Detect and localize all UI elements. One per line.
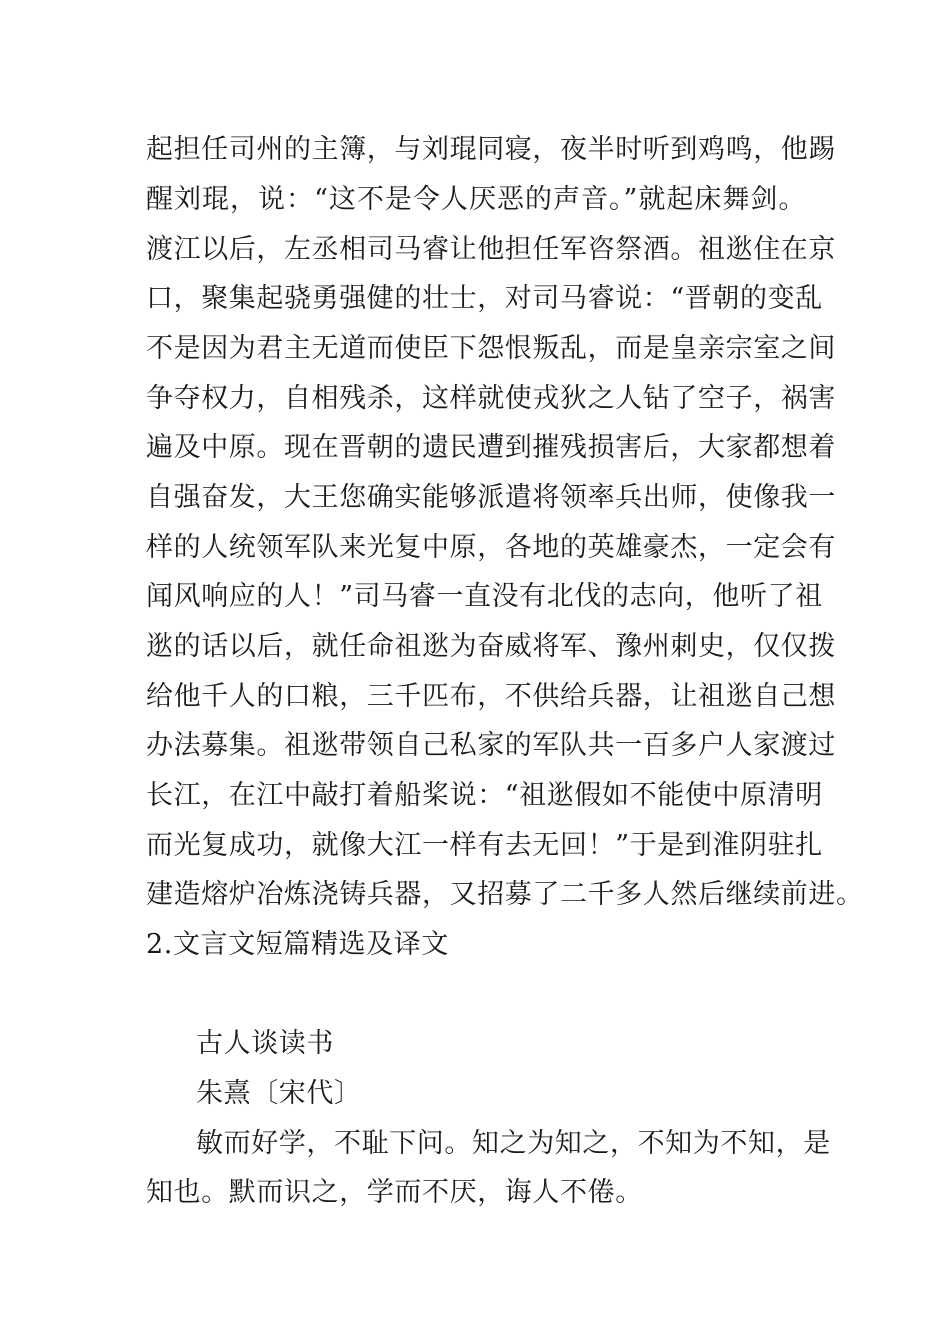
translation-line: 长江，在江中敲打着船桨说：“祖逖假如不能使中原清明 <box>146 780 823 811</box>
translation-line: 遍及中原。现在晋朝的遗民遭到摧残损害后，大家都想着 <box>146 432 836 463</box>
translation-line: 而光复成功，就像大江一样有去无回！”于是到淮阴驻扎 <box>146 830 823 861</box>
translation-line: 建造熔炉冶炼浇铸兵器，又招募了二千多人然后继续前进。 <box>146 879 864 910</box>
translation-line: 自强奋发，大王您确实能够派遣将领率兵出师，使像我一 <box>146 482 836 513</box>
essay-line: 敏而好学，不耻下问。知之为知之，不知为不知，是 <box>196 1128 831 1159</box>
essay-author: 朱熹〔宋代〕 <box>196 1078 362 1109</box>
translation-line: 争夺权力，自相残杀，这样就使戎狄之人钻了空子，祸害 <box>146 383 836 414</box>
translation-line: 给他千人的口粮，三千匹布，不供给兵器，让祖逖自己想 <box>146 681 836 712</box>
essay-line: 知也。默而识之，学而不厌，诲人不倦。 <box>146 1177 643 1208</box>
translation-line: 办法募集。祖逖带领自己私家的军队共一百多户人家渡过 <box>146 730 836 761</box>
section-heading: 2.文言文短篇精选及译文 <box>146 929 449 960</box>
translation-line: 醒刘琨，说：“这不是令人厌恶的声音。”就起床舞剑。 <box>146 184 806 215</box>
translation-line: 逖的话以后，就任命祖逖为奋威将军、豫州刺史，仅仅拨 <box>146 631 836 662</box>
translation-line: 口，聚集起骁勇强健的壮士，对司马睿说：“晋朝的变乱 <box>146 283 823 314</box>
translation-line: 渡江以后，左丞相司马睿让他担任军咨祭酒。祖逖住在京 <box>146 234 836 265</box>
translation-line: 不是因为君主无道而使臣下怨恨叛乱，而是皇亲宗室之间 <box>146 333 836 364</box>
translation-line: 起担任司州的主簿，与刘琨同寝，夜半时听到鸡鸣，他踢 <box>146 134 836 165</box>
essay-title: 古人谈读书 <box>196 1028 334 1059</box>
translation-line: 闻风响应的人！”司马睿一直没有北伐的志向，他听了祖 <box>146 581 823 612</box>
translation-line: 样的人统领军队来光复中原，各地的英雄豪杰，一定会有 <box>146 532 836 563</box>
